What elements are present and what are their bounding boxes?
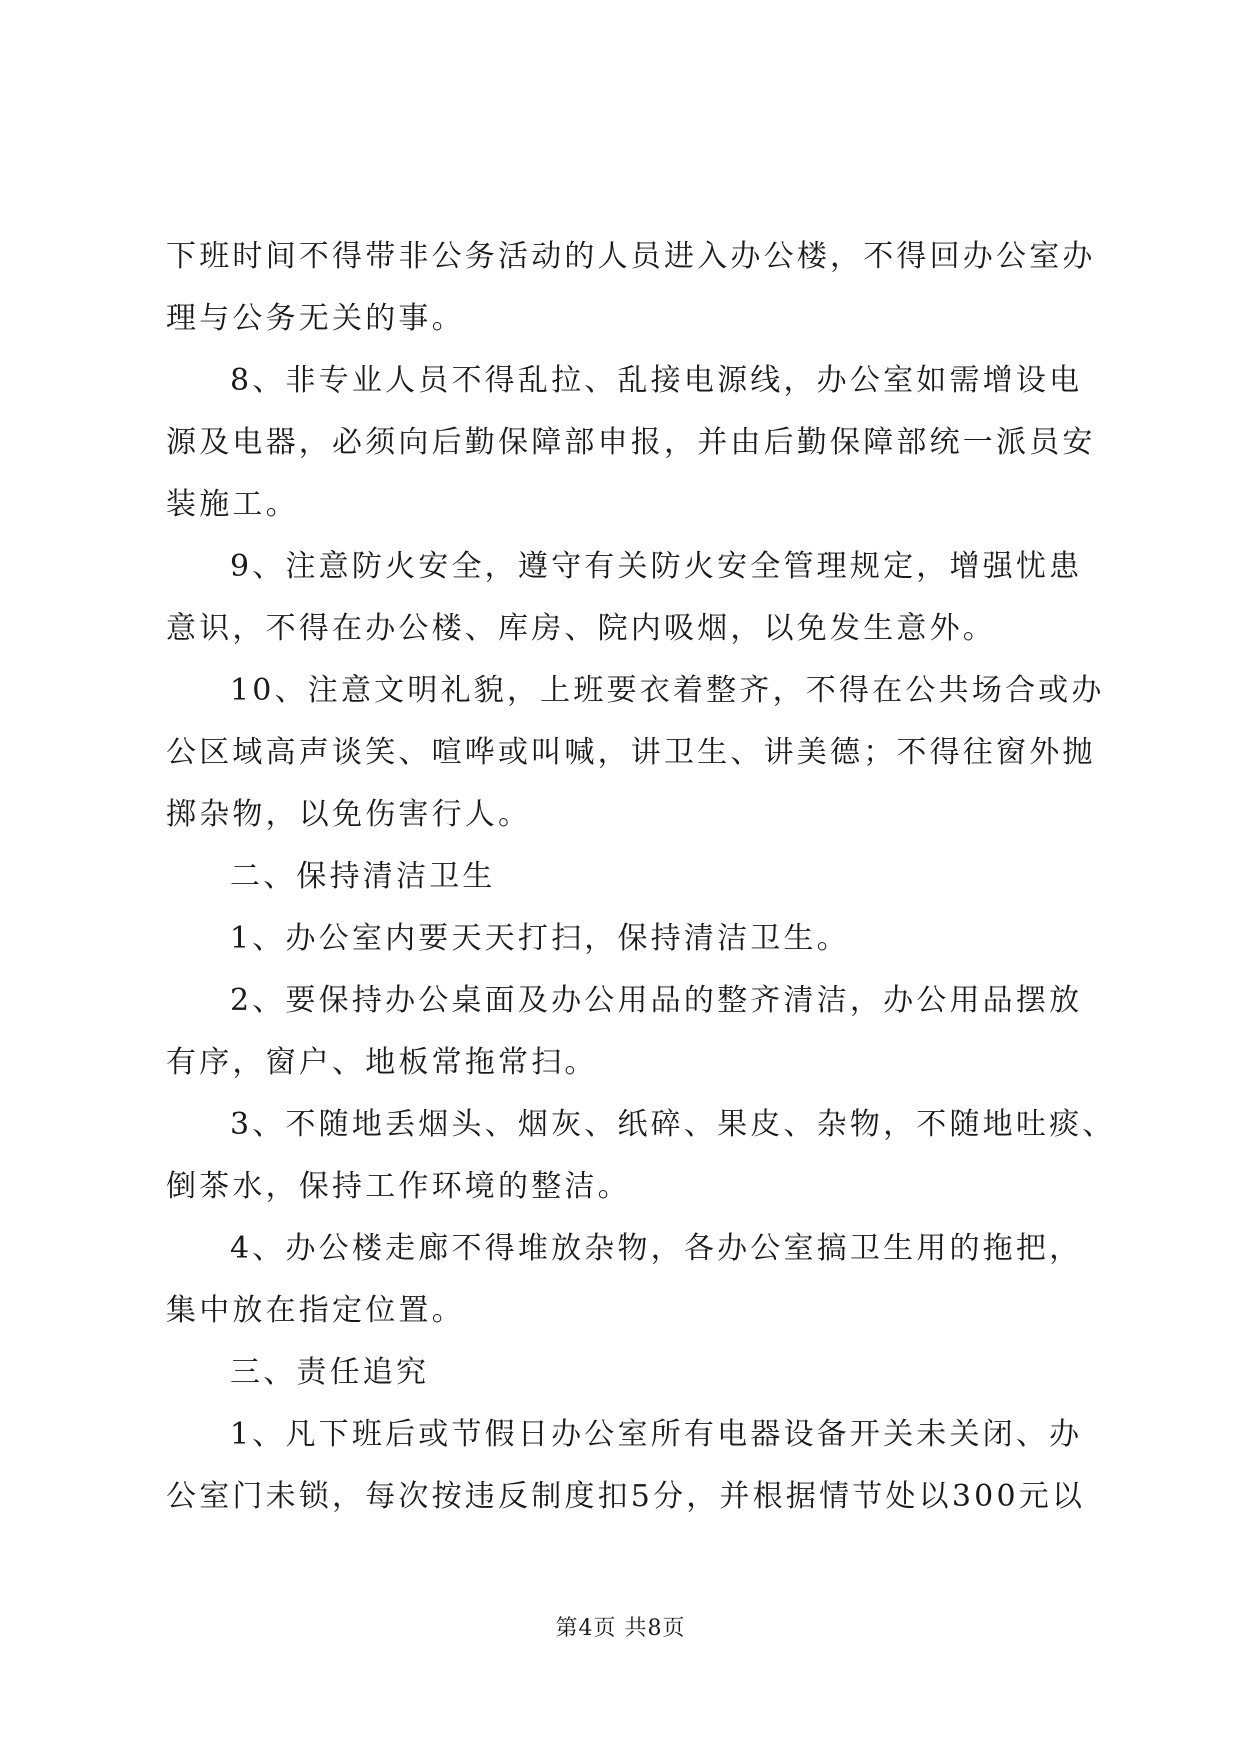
section-heading: 二、保持清洁卫生 — [230, 859, 496, 894]
text-line: 1、办公室内要天天打扫，保持清洁卫生。 — [230, 921, 850, 956]
text-line: 源及电器，必须向后勤保障部申报，并由后勤保障部统一派员安 — [166, 425, 1096, 460]
text-line: 3、不随地丢烟头、烟灰、纸碎、果皮、杂物，不随地吐痰、 — [230, 1107, 1116, 1142]
text-line: 掷杂物，以免伤害行人。 — [166, 797, 532, 832]
text-line: 集中放在指定位置。 — [166, 1293, 465, 1328]
text-line: 4、办公楼走廊不得堆放杂物，各办公室搞卫生用的拖把， — [230, 1231, 1083, 1266]
text-line: 公室门未锁，每次按违反制度扣5分，并根据情节处以300元以 — [166, 1479, 1086, 1514]
text-line: 装施工。 — [166, 487, 299, 522]
text-line: 下班时间不得带非公务活动的人员进入办公楼，不得回办公室办 — [166, 239, 1096, 274]
text-line: 9、注意防火安全，遵守有关防火安全管理规定，增强忧患 — [230, 549, 1083, 584]
text-line: 倒茶水，保持工作环境的整洁。 — [166, 1169, 631, 1204]
text-line: 意识，不得在办公楼、库房、院内吸烟，以免发生意外。 — [166, 611, 996, 646]
text-line: 公区域高声谈笑、喧哗或叫喊，讲卫生、讲美德；不得往窗外抛 — [166, 735, 1096, 770]
text-line: 理与公务无关的事。 — [166, 301, 465, 336]
text-line: 2、要保持办公桌面及办公用品的整齐清洁，办公用品摆放 — [230, 983, 1083, 1018]
text-line: 有序，窗户、地板常拖常扫。 — [166, 1045, 598, 1080]
text-line: 10、注意文明礼貌，上班要衣着整齐，不得在公共场合或办 — [230, 673, 1105, 708]
document-body — [166, 226, 1116, 1528]
text-line: 8、非专业人员不得乱拉、乱接电源线，办公室如需增设电 — [230, 363, 1083, 398]
section-heading: 三、责任追究 — [230, 1355, 430, 1390]
page-number-footer: 第4页 共8页 — [555, 1616, 686, 1641]
text-line: 1、凡下班后或节假日办公室所有电器设备开关未关闭、办 — [230, 1417, 1083, 1452]
